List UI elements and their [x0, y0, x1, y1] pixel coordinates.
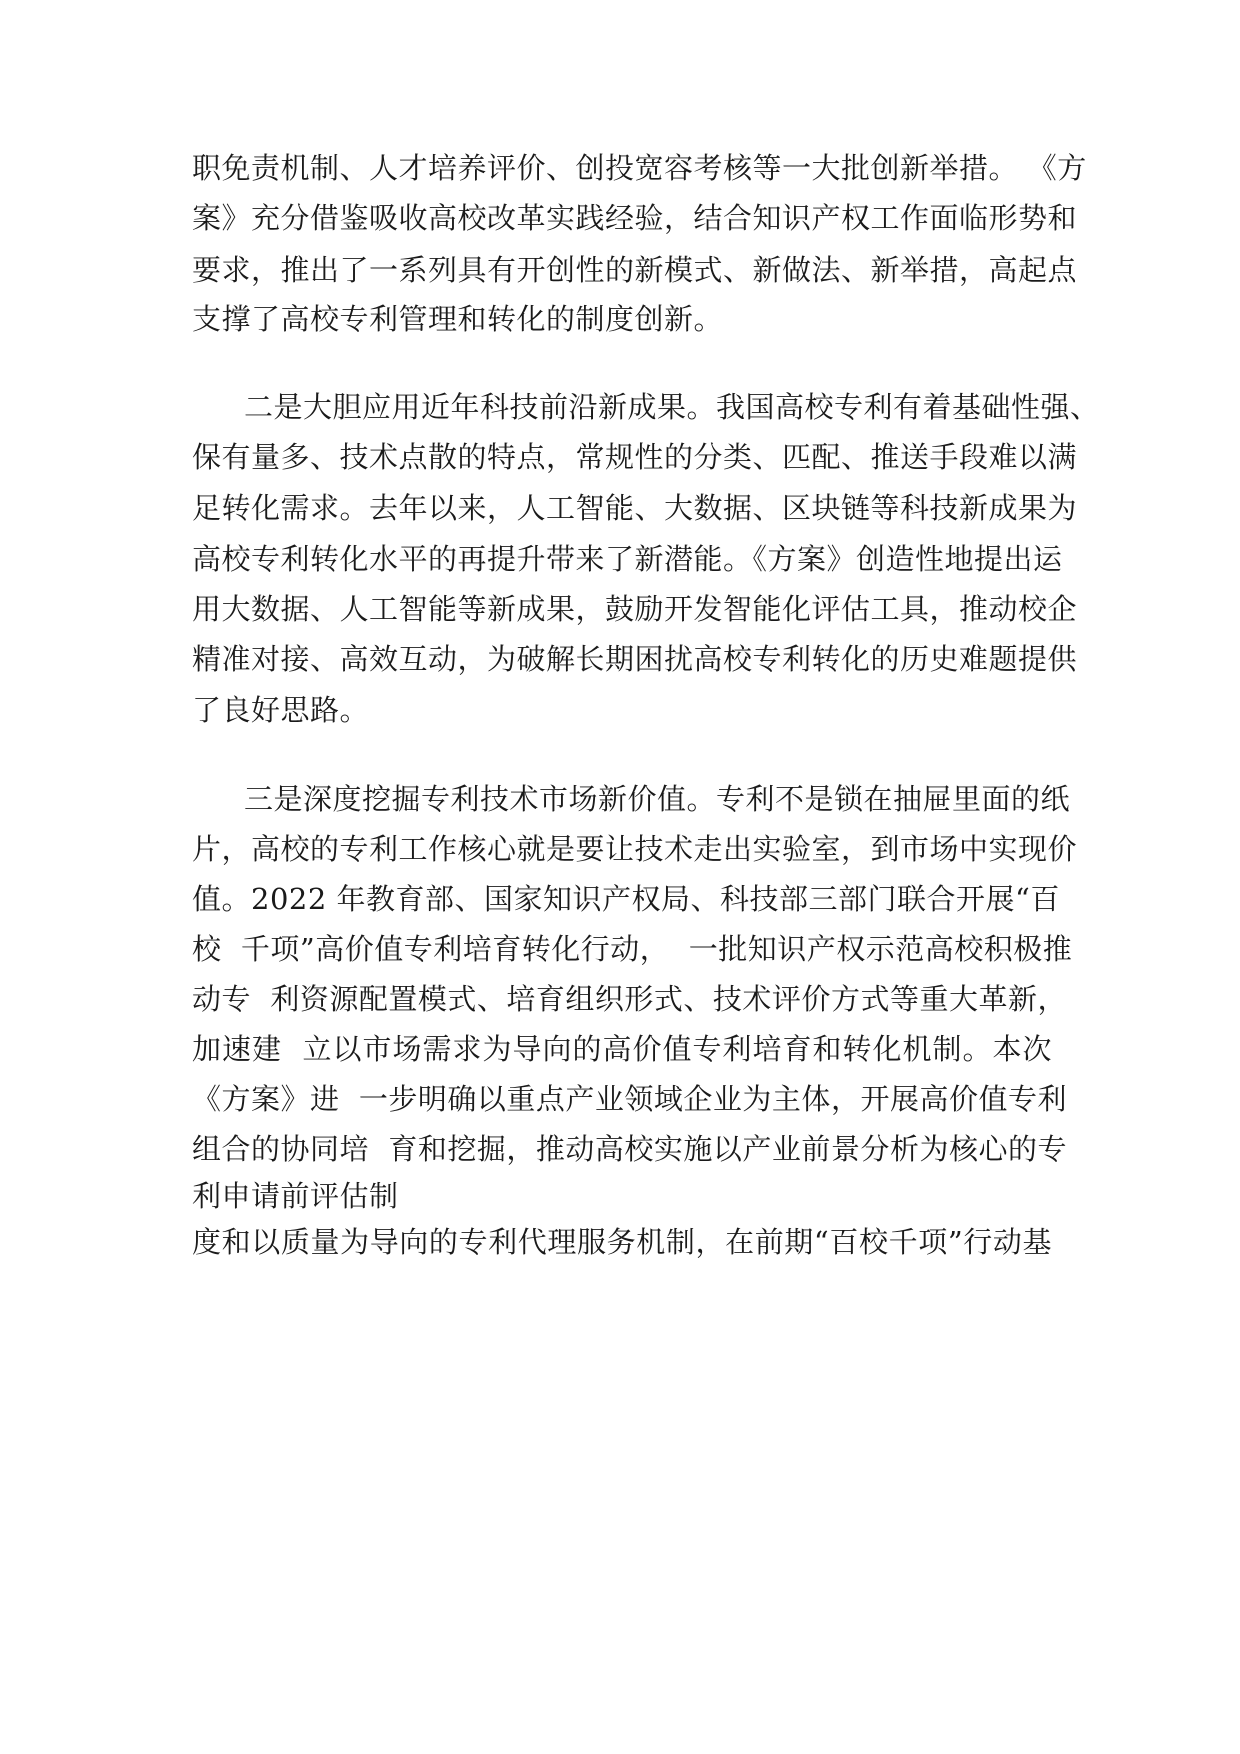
paragraph-2-line-7: 了良好思路。 — [192, 693, 370, 727]
paragraph-3-line-5: 动专 利资源配置模式、培育组织形式、技术评价方式等重大革新， — [192, 982, 1067, 1016]
paragraph-2-line-1: 二是大胆应用近年科技前沿新成果。我国高校专利有着基础性强、 — [244, 390, 1100, 424]
paragraph-3-line-7: 《方案》进 一步明确以重点产业领域企业为主体，开展高价值专利 — [192, 1082, 1067, 1116]
paragraph-3-line-10: 度和以质量为导向的专利代理服务机制，在前期“百校千项”行动基 — [192, 1225, 1052, 1259]
paragraph-2-line-3: 足转化需求。去年以来，人工智能、大数据、区块链等科技新成果为 — [192, 491, 1078, 525]
paragraph-3-line-6: 加速建 立以市场需求为导向的高价值专利培育和转化机制。本次 — [192, 1032, 1052, 1066]
paragraph-2-line-4: 高校专利转化水平的再提升带来了新潜能。《方案》创造性地提出运 — [192, 542, 1063, 576]
paragraph-3-line-9: 利申请前评估制 — [192, 1179, 399, 1213]
paragraph-2-line-6: 精准对接、高效互动，为破解长期困扰高校专利转化的历史难题提供 — [192, 642, 1078, 676]
paragraph-2-line-5: 用大数据、人工智能等新成果，鼓励开发智能化评估工具，推动校企 — [192, 592, 1078, 626]
paragraph-2-line-2: 保有量多、技术点散的特点，常规性的分类、匹配、推送手段难以满 — [192, 440, 1078, 474]
paragraph-1-line-2: 案》充分借鉴吸收高校改革实践经验，结合知识产权工作面临形势和 — [192, 201, 1078, 235]
paragraph-3-line-1: 三是深度挖掘专利技术市场新价值。专利不是锁在抽屉里面的纸 — [244, 782, 1071, 816]
paragraph-3-line-2: 片，高校的专利工作核心就是要让技术走出实验室，到市场中实现价 — [192, 832, 1078, 866]
paragraph-1-line-1: 职免责机制、人才培养评价、创投宽容考核等一大批创新举措。 《方 — [192, 151, 1087, 185]
paragraph-3-line-4: 校 千项”高价值专利培育转化行动， 一批知识产权示范高校积极推 — [192, 932, 1073, 966]
paragraph-3-line-8: 组合的协同培 育和挖掘，推动高校实施以产业前景分析为核心的专 — [192, 1132, 1067, 1166]
paragraph-1-line-3: 要求，推出了一系列具有开创性的新模式、新做法、新举措，高起点 — [192, 253, 1078, 287]
paragraph-3-line-3: 值。2022 年教育部、国家知识产权局、科技部三部门联合开展“百 — [192, 882, 1060, 916]
paragraph-1-line-4: 支撑了高校专利管理和转化的制度创新。 — [192, 302, 724, 336]
